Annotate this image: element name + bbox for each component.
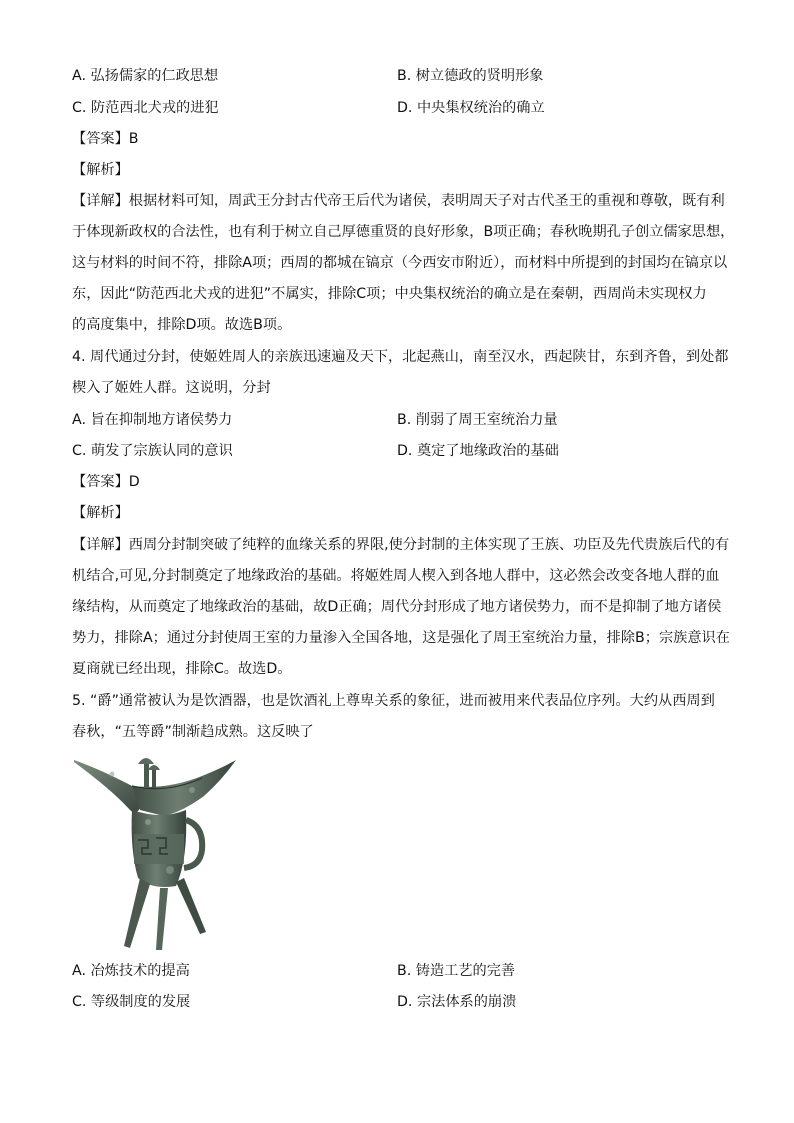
q4-option-c: C. 萌发了宗族认同的意识 xyxy=(72,443,233,459)
q5-option-a: A. 冶炼技术的提高 xyxy=(72,963,190,979)
q3-option-d: D. 中央集权统治的确立 xyxy=(397,100,545,116)
q3-detail-line: 【详解】根据材料可知，周武王分封古代帝王后代为诸侯，表明周天子对古代圣王的重视和尊敬，既有利 xyxy=(72,193,725,209)
q5-stem xyxy=(72,686,732,748)
q3-detail-line: 东，因此“防范西北犬戎的进犯”不属实，排除C项；中央集权统治的确立是在秦朝，西周尚未实现权力 xyxy=(72,286,707,302)
q4-answer: 【答案】D xyxy=(72,474,140,490)
q3-detail-line: 这与材料的时间不符，排除A项；西周的都城在镐京（今西安市附近），而材料中所提到的封国均在镐京以 xyxy=(72,255,728,271)
q4-option-a: A. 旨在抑制地方诸侯势力 xyxy=(72,412,233,428)
q5-stem-line: 春秋，“五等爵”制渐趋成熟。这反映了 xyxy=(72,724,314,740)
q3-detail-line: 的高度集中，排除D项。故选B项。 xyxy=(72,317,292,333)
q3-detail-line: 于体现新政权的合法性，也有利于树立自己厚德重贤的良好形象，B项正确；春秋晚期孔子创立儒家思想， xyxy=(72,224,735,240)
q5-option-d: D. 宗法体系的崩溃 xyxy=(397,994,517,1010)
bronze-jue-vessel-image xyxy=(72,750,240,954)
q3-answer: 【答案】B xyxy=(72,131,139,147)
q4-detail-line: 【详解】西周分封制突破了纯粹的血缘关系的界限,使分封制的主体实现了王族、功臣及先代贵族后代的有 xyxy=(72,537,730,553)
q4-stem-line: 楔入了姬姓人群。这说明，分封 xyxy=(72,380,271,396)
q5-option-b: B. 铸造工艺的完善 xyxy=(397,963,516,979)
q4-option-d: D. 奠定了地缘政治的基础 xyxy=(397,443,559,459)
q5-option-c: C. 等级制度的发展 xyxy=(72,994,191,1010)
q3-option-b: B. 树立德政的贤明形象 xyxy=(397,68,544,84)
q3-option-a: A. 弘扬儒家的仁政思想 xyxy=(72,68,219,84)
q4-stem-line: 4. 周代通过分封，使姬姓周人的亲族迅速遍及天下，北起燕山，南至汉水，西起陕甘，东到齐鲁，到处都 xyxy=(72,349,729,365)
q4-stem xyxy=(72,342,732,404)
q4-detail xyxy=(72,530,732,685)
q4-detail-line: 夏商就已经出现，排除C。故选D。 xyxy=(72,661,292,677)
q4-detail-line: 势力，排除A；通过分封使周王室的力量渗入全国各地，这是强化了周王室统治力量，排除B；宗族意识在 xyxy=(72,630,730,646)
q3-option-c: C. 防范西北犬戎的进犯 xyxy=(72,100,219,116)
q4-analysis-label: 【解析】 xyxy=(72,505,129,521)
q3-detail xyxy=(72,186,735,341)
q4-detail-line: 缘结构，从而奠定了地缘政治的基础，故D正确；周代分封形成了地方诸侯势力，而不是抑制了地方诸侯 xyxy=(72,599,722,615)
q4-option-b: B. 削弱了周王室统治力量 xyxy=(397,412,558,428)
q5-stem-line: 5. “爵”通常被认为是饮酒器，也是饮酒礼上尊卑关系的象征，进而被用来代表品位序列。大约从西周到 xyxy=(72,693,715,709)
q3-analysis-label: 【解析】 xyxy=(72,162,129,178)
q4-detail-line: 机结合,可见,分封制奠定了地缘政治的基础。将姬姓周人楔入到各地人群中，这必然会改变各地人群的血 xyxy=(72,568,720,584)
